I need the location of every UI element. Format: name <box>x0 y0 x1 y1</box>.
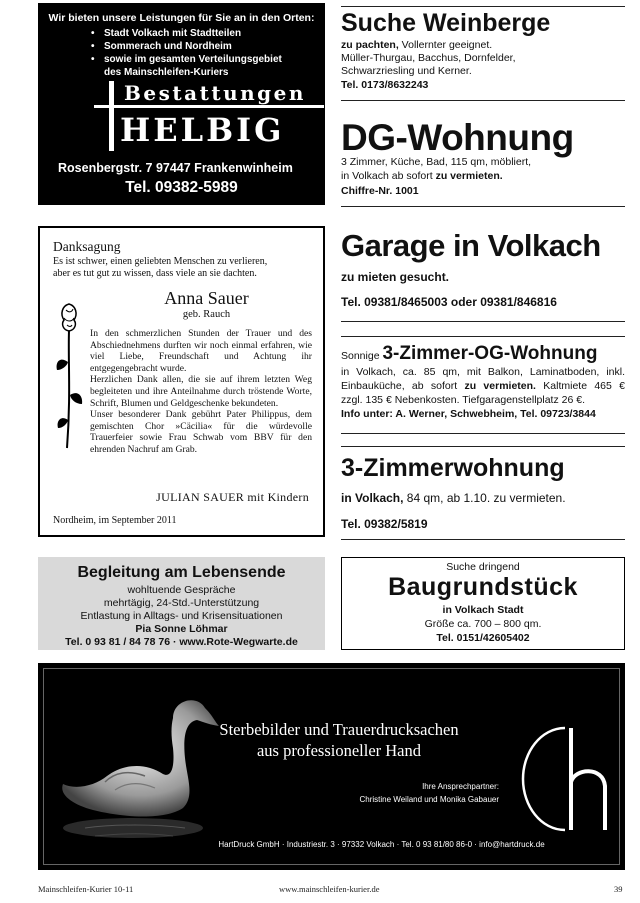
baugrund-location: in Volkach Stadt <box>442 604 524 616</box>
danksagung-signature: JULIAN SAUER mit Kindern <box>156 490 309 504</box>
helbig-brand-main: HELBIG <box>120 111 285 149</box>
deceased-name: Anna Sauer <box>164 288 249 308</box>
baugrund-size: Größe ca. 700 – 800 qm. <box>424 618 542 630</box>
divider <box>341 336 625 337</box>
helbig-location-cont: des Mainschleifen-Kuriers <box>104 67 229 78</box>
rose-icon <box>52 300 86 450</box>
hartdruck-headline: Sterbebilder und Trauerdrucksachen aus professioneller Hand <box>219 720 459 760</box>
danksagung-notice <box>38 226 325 537</box>
garage-phone: Tel. 09381/8465003 oder 09381/846816 <box>341 295 557 309</box>
danksagung-date: Nordheim, im September 2011 <box>53 515 177 526</box>
baugrund-ad <box>341 557 625 650</box>
hartdruck-footer: HartDruck GmbH · Industriestr. 3 · 97332 Volkach · Tel. 0 93 81/80 86-0 · info@hartdruck.de <box>218 840 545 849</box>
helbig-phone: Tel. 09382-5989 <box>125 179 238 196</box>
weinberge-text-1: zu pachten, Vollernter geeignet. <box>341 39 493 51</box>
begleitung-contact: Pia Sonne Löhmar <box>135 623 228 635</box>
divider <box>341 206 625 207</box>
danksagung-body: In den schmerzlichen Stunden der Trauer und des Abschiednehmens durften wir noch einmal erfahren, wie viel Liebe, Freundschaft und Achtung ihr entgegengebracht wurde. Herzlichen Dank allen, die sie auf ihrem letzten Weg begleiteten und ihre Anteilnahme durch tröstende Worte, Schrift, Blumen und Geldgeschenke bekundeten. Unser besonderer Dank gebührt Pater Philippus, dem gemischten Chor »Cäcilia« für die würdevolle Trauerfeier sowie Frau Schwab vom BBV für den ehrenden Nachruf am Grab. <box>90 328 312 455</box>
begleitung-ad <box>38 557 325 650</box>
og-contact: Info unter: A. Werner, Schwebheim, Tel. 09723/3844 <box>341 408 596 420</box>
divider <box>341 446 625 447</box>
begleitung-line: wohltuende Gespräche <box>127 584 236 596</box>
garage-headline: Garage in Volkach <box>341 228 601 263</box>
divider <box>341 6 625 7</box>
begleitung-title: Begleitung am Lebensende <box>77 564 286 581</box>
og-text-3: zzgl. 135 € Nebenkosten. Tiefgaragenstellplatz 26 €. <box>341 394 585 406</box>
begleitung-line: Entlastung in Alltags- und Krisensituationen <box>80 610 283 622</box>
helbig-brand-top: Bestattungen <box>124 81 306 105</box>
weinberge-text-2: Müller-Thurgau, Bacchus, Dornfelder, <box>341 52 516 64</box>
baugrund-headline: Baugrundstück <box>388 573 578 601</box>
weinberge-text-3: Schwarzriesling und Kerner. <box>341 65 472 77</box>
og-text-1: in Volkach, ca. 85 qm, mit Balkon, Laminatboden, inkl. <box>341 366 625 378</box>
helbig-location: • Stadt Volkach mit Stadtteilen <box>90 27 282 40</box>
hartdruck-ad <box>38 663 625 870</box>
dg-text-2: in Volkach ab sofort zu vermieten. <box>341 170 503 182</box>
deceased-birth-name: geb. Rauch <box>182 309 231 320</box>
footer-website: www.mainschleifen-kurier.de <box>279 884 380 894</box>
cross-icon <box>109 81 114 151</box>
zimmerwohnung-sub: in Volkach, 84 qm, ab 1.10. zu vermieten. <box>341 491 566 505</box>
divider <box>341 321 625 322</box>
dg-text-1: 3 Zimmer, Küche, Bad, 115 qm, möbliert, <box>341 156 532 168</box>
footer-publication: Mainschleifen-Kurier 10-11 <box>38 884 134 894</box>
divider <box>341 539 625 540</box>
footer-page-number: 39 <box>614 884 623 894</box>
garage-sub: zu mieten gesucht. <box>341 270 450 284</box>
divider <box>341 100 625 101</box>
helbig-location: • Sommerach und Nordheim <box>90 40 282 53</box>
begleitung-line: mehrtägig, 24-Std.-Unterstützung <box>103 597 260 609</box>
weinberge-headline: Suche Weinberge <box>341 9 551 37</box>
cross-bar <box>94 105 324 108</box>
dg-chiffre: Chiffre-Nr. 1001 <box>341 185 419 197</box>
danksagung-lead: Es ist schwer, einen geliebten Menschen zu verlieren, aber es tut gut zu wissen, dass viele an sie dachten. <box>53 256 268 279</box>
danksagung-title: Danksagung <box>53 239 121 254</box>
helbig-location: • sowie im gesamten Verteilungsgebiet <box>90 53 282 66</box>
helbig-locations <box>90 27 282 79</box>
og-text-2: Einbauküche, ab sofort zu vermieten. Kaltmiete 465 € <box>341 380 625 392</box>
divider <box>341 433 625 434</box>
dg-headline: DG-Wohnung <box>341 117 574 158</box>
baugrund-phone: Tel. 0151/42605402 <box>436 632 530 644</box>
weinberge-phone: Tel. 0173/8632243 <box>341 79 429 91</box>
baugrund-pre: Suche dringend <box>446 561 520 573</box>
helbig-intro: Wir bieten unsere Leistungen für Sie an in den Orten: <box>48 12 315 24</box>
hartdruck-logo <box>519 724 611 834</box>
helbig-address: Rosenbergstr. 7 97447 Frankenwinheim <box>58 161 293 175</box>
hartdruck-contact: Ihre Ansprechpartner: Christine Weiland und Monika Gabauer <box>359 782 499 804</box>
helbig-ad <box>38 3 325 205</box>
begleitung-phone: Tel. 0 93 81 / 84 78 76 · www.Rote-Wegwarte.de <box>65 636 298 648</box>
swan-icon <box>45 678 220 863</box>
og-headline: Sonnige 3-Zimmer-OG-Wohnung <box>341 343 598 364</box>
zimmerwohnung-phone: Tel. 09382/5819 <box>341 517 428 531</box>
zimmerwohnung-headline: 3-Zimmerwohnung <box>341 454 565 482</box>
